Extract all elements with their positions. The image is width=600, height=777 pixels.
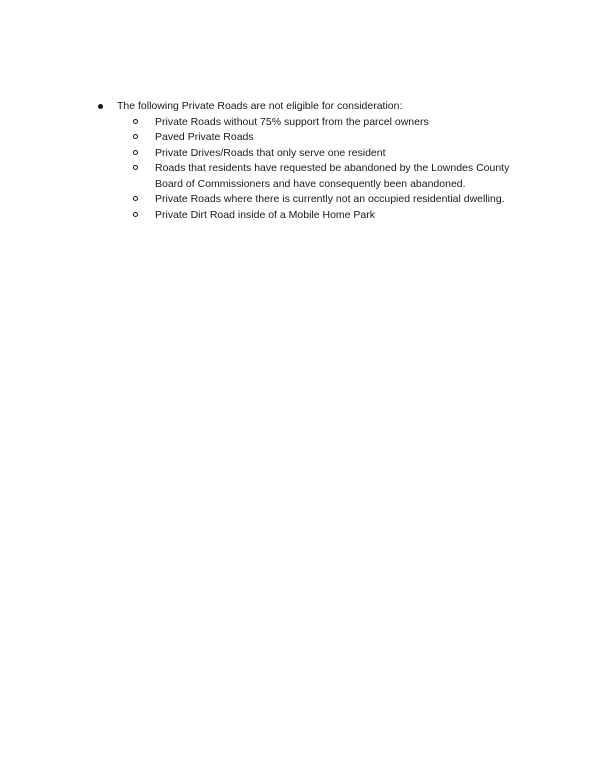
list-item-text: Private Roads where there is currently not an occupied residential dwelling. xyxy=(155,193,505,205)
circle-bullet-icon xyxy=(133,196,138,201)
circle-bullet-icon xyxy=(133,165,138,170)
list-item xyxy=(97,99,537,223)
intro-text: The following Private Roads are not eligible for consideration: xyxy=(117,100,403,112)
ineligible-roads-list xyxy=(117,115,537,224)
list-item xyxy=(117,208,537,224)
eligibility-list xyxy=(97,99,537,223)
circle-bullet-icon xyxy=(133,212,138,217)
circle-bullet-icon xyxy=(133,119,138,124)
list-item-text: Private Roads without 75% support from the parcel owners xyxy=(155,115,429,128)
list-item xyxy=(117,192,537,208)
list-item xyxy=(117,161,537,192)
circle-bullet-icon xyxy=(133,134,138,139)
list-item xyxy=(117,146,537,162)
list-item-text: Private Drives/Roads that only serve one resident xyxy=(155,146,386,159)
list-item-text: Private Dirt Road inside of a Mobile Home Park xyxy=(155,208,376,221)
circle-bullet-icon xyxy=(133,150,138,155)
list-item xyxy=(117,130,537,146)
list-item-text: Paved Private Roads xyxy=(155,131,254,143)
list-item-text: Roads that residents have requested be abandoned by the Lowndes County Board of Commissioners and have consequently been abandoned. xyxy=(155,162,510,190)
bullet-icon xyxy=(98,104,103,109)
list-item xyxy=(117,115,537,131)
